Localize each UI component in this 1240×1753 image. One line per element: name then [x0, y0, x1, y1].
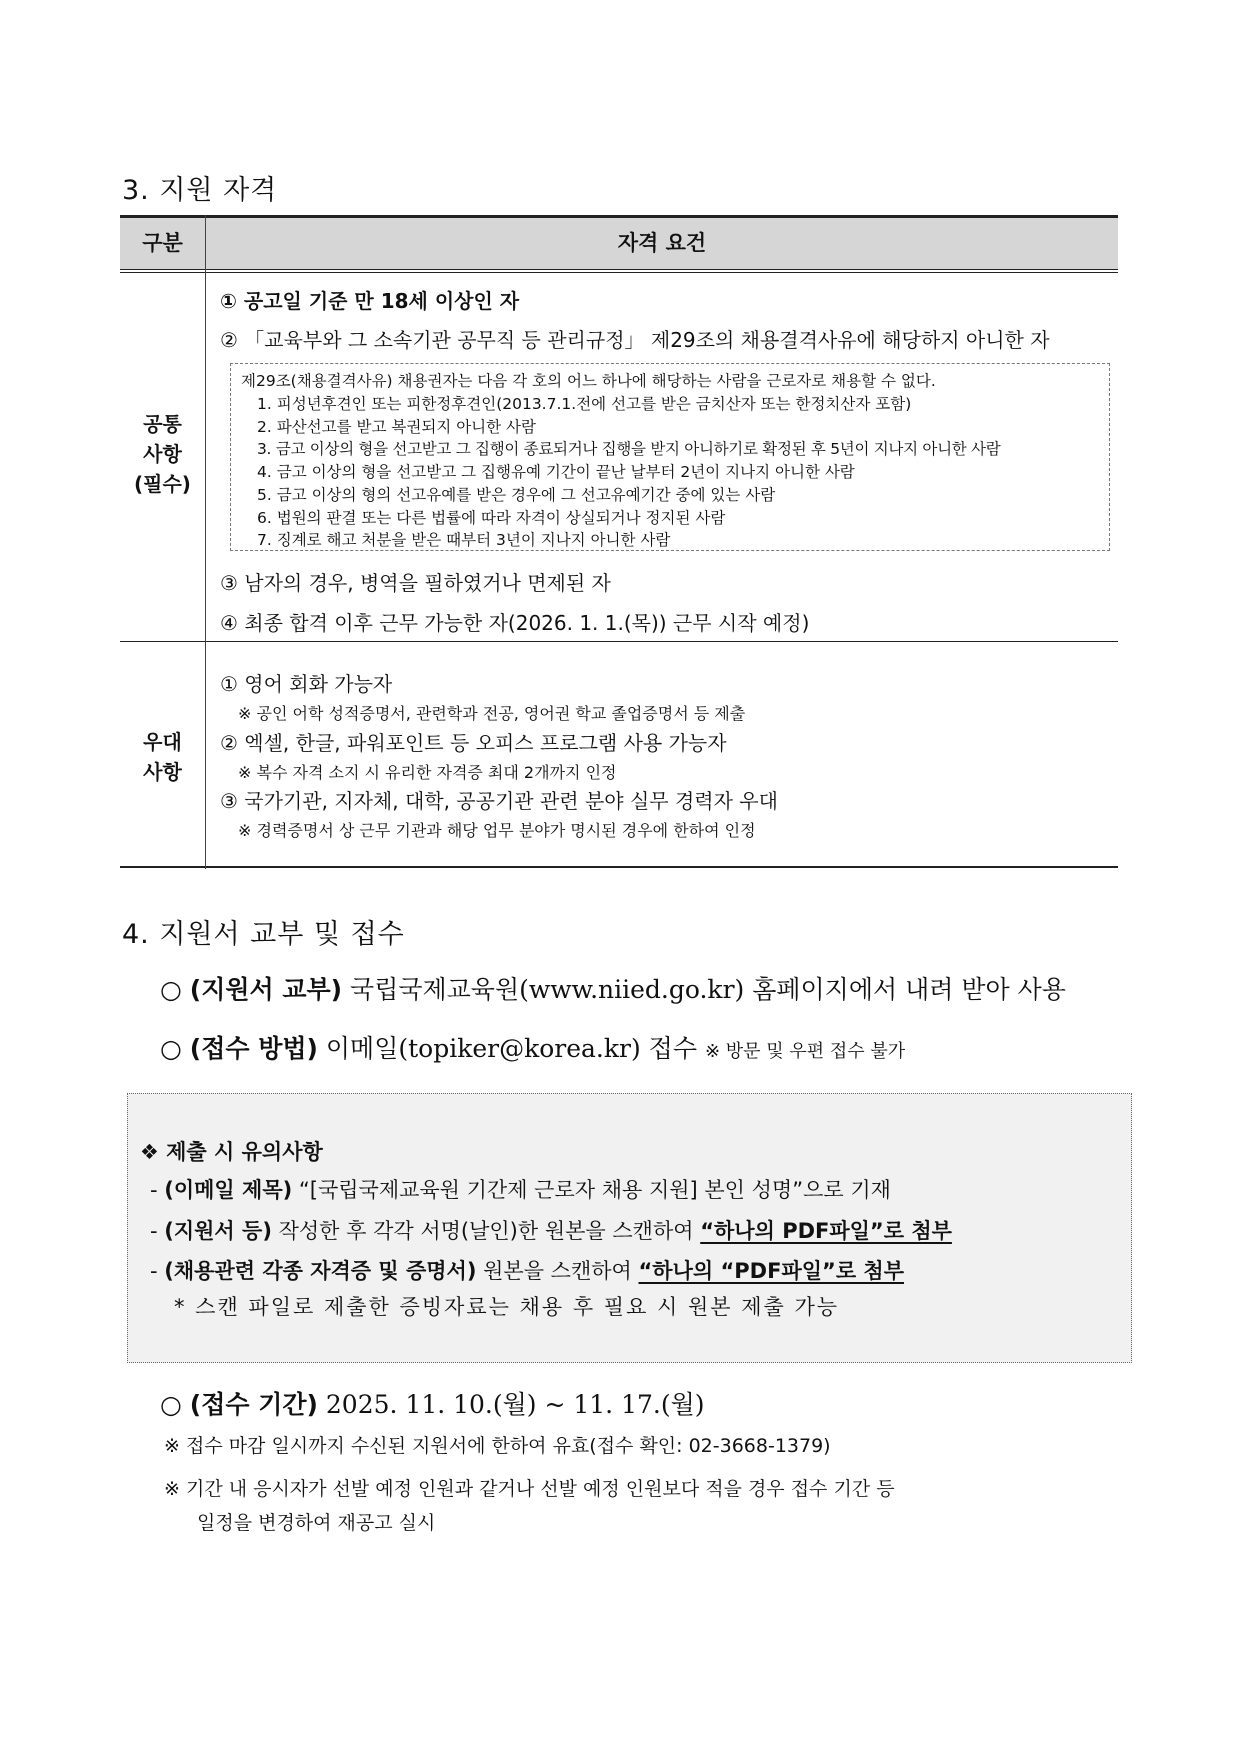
bullet-icon: ○ [160, 1034, 182, 1063]
caution-text: 원본을 스캔하여 [483, 1259, 632, 1283]
caution-label: (채용관련 각종 자격증 및 증명서) [164, 1259, 477, 1283]
caution-emphasis: “하나의 PDF파일”로 첨부 [700, 1219, 952, 1243]
preferred-note-1: ※ 공인 어학 성적증명서, 관련학과 전공, 영어권 학교 졸업증명서 등 제출 [238, 704, 746, 723]
caution-label: (지원서 등) [164, 1219, 272, 1243]
preferred-note-2: ※ 복수 자격 소지 시 유리한 자격증 최대 2개까지 인정 [238, 763, 617, 782]
period-note-2-cont: 일정을 변경하여 재공고 실시 [197, 1512, 436, 1534]
dash: - [150, 1219, 165, 1243]
caution-line-4: * 스캔 파일로 제출한 증빙자료는 채용 후 필요 시 원본 제출 가능 [174, 1295, 840, 1319]
caution-emphasis: “하나의 “PDF파일”로 첨부 [638, 1259, 904, 1283]
article-29-box [230, 363, 1110, 551]
caution-title: ❖ 제출 시 유의사항 [140, 1140, 323, 1164]
section-3-title: 3. 지원 자격 [122, 175, 278, 206]
issue-label: (지원서 교부) [189, 975, 343, 1004]
caution-label: (이메일 제목) [164, 1178, 293, 1202]
common-label [120, 409, 205, 499]
method-note: ※ 방문 및 우편 접수 불가 [704, 1041, 906, 1062]
article-line: 2. 파산선고를 받고 복권되지 아니한 사람 [257, 418, 536, 436]
dash: - [150, 1178, 165, 1202]
period-note-1: ※ 접수 마감 일시까지 수신된 지원서에 한하여 유효(접수 확인: 02-3668-1379) [164, 1435, 831, 1457]
period-line [160, 1385, 705, 1421]
header-divider-double [120, 272, 1118, 273]
caution-line-3 [150, 1255, 904, 1285]
qualification-table [120, 215, 1118, 869]
preferred-item-2: ② 엑셀, 한글, 파워포인트 등 오피스 프로그램 사용 가능자 [220, 731, 727, 755]
article-line: 6. 법원의 판결 또는 다른 법률에 따라 자격이 상실되거나 정지된 사람 [257, 509, 726, 527]
header-divider [120, 269, 1118, 270]
article-line: 4. 금고 이상의 형을 선고받고 그 집행유예 기간이 끝난 날부터 2년이 지나지 아니한 사람 [257, 463, 855, 481]
preferred-note-3: ※ 경력증명서 상 근무 기관과 해당 업무 분야가 명시된 경우에 한하여 인정 [238, 821, 756, 840]
preferred-label-line: 사항 [143, 760, 182, 784]
caution-line-2 [150, 1215, 952, 1245]
issue-line [160, 970, 1066, 1006]
common-label-line: (필수) [134, 472, 191, 496]
header-category: 구분 [142, 231, 183, 255]
caution-text: 작성한 후 각각 서명(날인)한 원본을 스캔하여 [278, 1219, 694, 1243]
common-item-1: ① 공고일 기준 만 18세 이상인 자 [220, 289, 520, 313]
common-item-3: ③ 남자의 경우, 병역을 필하였거나 면제된 자 [220, 571, 611, 595]
common-item-4: ④ 최종 합격 이후 근무 가능한 자(2026. 1. 1.(목)) 근무 시작 예정) [220, 611, 810, 635]
submission-caution-box [127, 1093, 1132, 1363]
section-4-title: 4. 지원서 교부 및 접수 [122, 919, 405, 950]
bullet-icon: ○ [160, 1390, 182, 1419]
common-label-line: 사항 [143, 442, 182, 466]
period-label: (접수 기간) [189, 1390, 318, 1419]
method-label: (접수 방법) [189, 1034, 318, 1063]
table-bottom-border [120, 866, 1118, 868]
dash: - [150, 1259, 165, 1283]
preferred-label-line: 우대 [143, 730, 182, 754]
header-requirements: 자격 요건 [617, 231, 707, 255]
article-line: 1. 피성년후견인 또는 피한정후견인(2013.7.1.전에 선고를 받은 금치산자 또는 한정치산자 포함) [257, 395, 912, 413]
preferred-label [120, 727, 205, 787]
caution-text: “[국립국제교육원 기간제 근로자 채용 지원] 본인 성명”으로 기재 [298, 1178, 891, 1202]
article-line: 5. 금고 이상의 형의 선고유예를 받은 경우에 그 선고유예기간 중에 있는 사람 [257, 486, 776, 504]
method-text: 이메일(topiker@korea.kr) 접수 [325, 1034, 697, 1063]
bullet-icon: ○ [160, 975, 182, 1004]
period-note-2: ※ 기간 내 응시자가 선발 예정 인원과 같거나 선발 예정 인원보다 적을 경우 접수 기간 등 [164, 1478, 895, 1500]
column-divider [205, 215, 206, 869]
period-text: 2025. 11. 10.(월) ~ 11. 17.(월) [325, 1390, 705, 1419]
preferred-item-3: ③ 국가기관, 지자체, 대학, 공공기관 관련 분야 실무 경력자 우대 [220, 789, 778, 813]
issue-text: 국립국제교육원(www.niied.go.kr) 홈페이지에서 내려 받아 사용 [350, 975, 1066, 1004]
common-item-2: ② 「교육부와 그 소속기관 공무직 등 관리규정」 제29조의 채용결격사유에 해당하지 아니한 자 [220, 328, 1050, 352]
article-line: 3. 금고 이상의 형을 선고받고 그 집행이 종료되거나 집행을 받지 아니하기로 확정된 후 5년이 지나지 아니한 사람 [257, 440, 1001, 458]
caution-line-1 [150, 1174, 891, 1204]
row-divider [120, 641, 1118, 642]
article-title: 제29조(채용결격사유) 채용권자는 다음 각 호의 어느 하나에 해당하는 사람을 근로자로 채용할 수 없다. [241, 372, 936, 390]
common-label-line: 공통 [143, 412, 182, 436]
article-line: 7. 징계로 해고 처분을 받은 때부터 3년이 지나지 아니한 사람 [257, 531, 671, 549]
method-line [160, 1029, 905, 1065]
preferred-item-1: ① 영어 회화 가능자 [220, 672, 393, 696]
